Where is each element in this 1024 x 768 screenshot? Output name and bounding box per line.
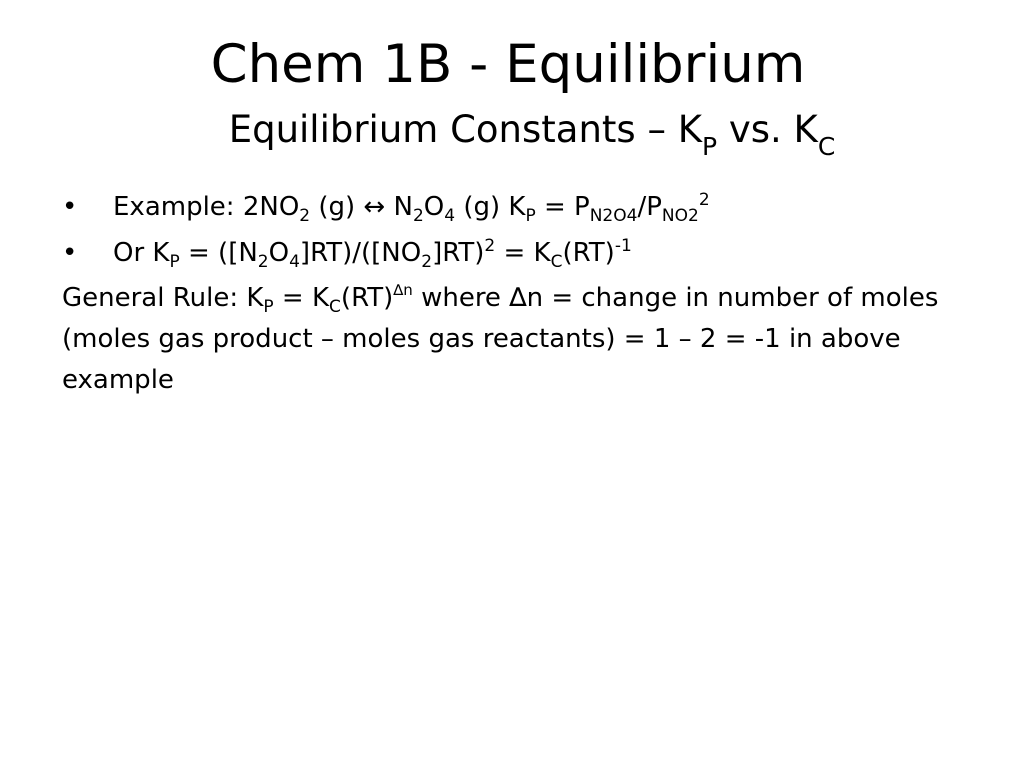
or-text-4: ]RT)/([NO [299, 238, 422, 268]
slide-title: Chem 1B - Equilibrium [210, 34, 806, 95]
or-text-1: Or K [113, 238, 170, 268]
example-sub-1: 2 [299, 206, 311, 226]
or-text-3: O [268, 238, 290, 268]
example-sub-3: 4 [444, 206, 456, 226]
rule-sub-2: C [329, 297, 341, 317]
bullet-icon: • [62, 192, 78, 222]
slide-subtitle [0, 108, 1024, 161]
example-sub-4: P [525, 206, 536, 226]
example-sub-5: N2O4 [589, 206, 638, 226]
or-sup-7: -1 [614, 236, 632, 256]
or-sub-2: 2 [257, 252, 269, 272]
example-text-5: = P [535, 192, 590, 222]
or-sub-6: C [550, 252, 563, 272]
bullet-icon: • [62, 238, 78, 268]
or-sup-5: 2 [484, 236, 496, 256]
subtitle-subscript-c: C [817, 132, 836, 161]
subtitle-mid-text: vs. K [717, 108, 818, 151]
or-text-2: = ([N [179, 238, 258, 268]
or-text-5: ]RT) [432, 238, 485, 268]
or-sub-3: 4 [289, 252, 300, 272]
example-text-4: (g) K [455, 192, 526, 222]
rule-sup-delta-n: ∆n [393, 281, 413, 299]
example-sub-6: NO2 [661, 206, 699, 226]
example-text-3: O [423, 192, 445, 222]
example-text-1: Example: 2NO [113, 192, 300, 222]
example-text-6: /P [637, 192, 662, 222]
example-text-2: (g) ↔ N [310, 192, 413, 222]
general-rule-paragraph [62, 278, 982, 401]
subtitle-text: Equilibrium Constants – K [228, 108, 702, 151]
bullet-example [62, 186, 982, 232]
bullet-or [62, 232, 982, 278]
subtitle-subscript-p: P [702, 132, 718, 161]
rule-text-3: (RT) [340, 283, 394, 313]
or-sub-1: P [169, 252, 180, 272]
rule-text-4: where ∆n = change in number of moles (moles gas product – moles gas reactants) = 1 – 2 = -1 in above example [62, 283, 939, 395]
rule-sub-1: P [263, 297, 274, 317]
or-text-7: (RT) [562, 238, 615, 268]
rule-text-2: = K [273, 283, 330, 313]
or-sub-4: 2 [421, 252, 433, 272]
or-text-6: = K [495, 238, 551, 268]
example-sup-6: 2 [698, 190, 710, 210]
example-sub-2: 2 [412, 206, 424, 226]
rule-text-1: General Rule: K [62, 283, 264, 313]
slide-body [62, 186, 982, 401]
